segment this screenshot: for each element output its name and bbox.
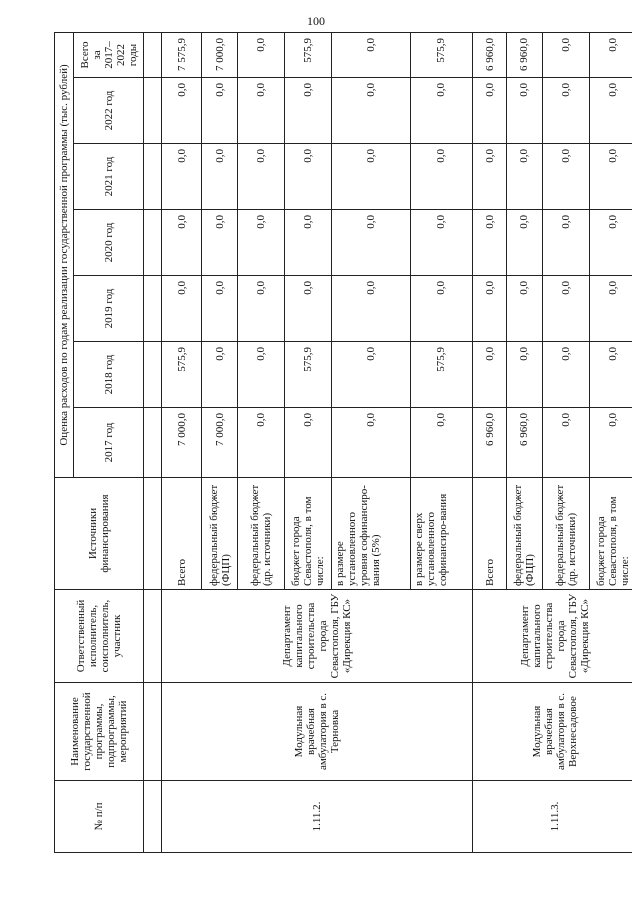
cell-value: 0,0 xyxy=(473,276,507,342)
cell-value: 0,0 xyxy=(332,342,410,408)
cell-value xyxy=(144,276,162,342)
cell-value: 0,0 xyxy=(332,144,410,210)
header-executor: Ответственный исполнитель, соисполнитель, участник xyxy=(55,590,144,683)
cell-value: 0,0 xyxy=(410,78,473,144)
header-year-2020: 2020 год xyxy=(74,210,144,276)
cell-value: 0,0 xyxy=(332,210,410,276)
cell-value: 0,0 xyxy=(506,276,542,342)
cell-value xyxy=(144,408,162,478)
cell-value: 0,0 xyxy=(542,276,589,342)
cell-source: федеральный бюджет (ФЦП) xyxy=(202,478,238,590)
cell-value: 0,0 xyxy=(161,210,201,276)
cell-value: 6 960,0 xyxy=(473,408,507,478)
cell-value: 0,0 xyxy=(542,408,589,478)
cell-number xyxy=(144,781,162,853)
cell-value: 0,0 xyxy=(589,408,632,478)
cell-value xyxy=(144,342,162,408)
cell-value: 0,0 xyxy=(238,144,285,210)
cell-value: 0,0 xyxy=(506,144,542,210)
cell-value: 0,0 xyxy=(238,342,285,408)
rotated-table-container xyxy=(54,33,632,853)
cell-value: 575,9 xyxy=(285,33,332,78)
cell-value: 0,0 xyxy=(410,276,473,342)
cell-value: 0,0 xyxy=(332,33,410,78)
cell-value: 0,0 xyxy=(238,210,285,276)
cell-value: 0,0 xyxy=(473,342,507,408)
cell-value: 575,9 xyxy=(161,342,201,408)
cell-value: 575,9 xyxy=(410,33,473,78)
header-year-2019: 2019 год xyxy=(74,276,144,342)
cell-value: 0,0 xyxy=(589,210,632,276)
header-cost-estimate: Оценка расходов по годам реализации государственной программы (тыс. рублей) xyxy=(55,33,74,478)
cell-value: 0,0 xyxy=(506,210,542,276)
cell-value xyxy=(144,210,162,276)
cell-value: 575,9 xyxy=(285,342,332,408)
cell-source: федеральный бюджет (ФЦП) xyxy=(506,478,542,590)
table-row xyxy=(144,33,162,853)
cell-value: 0,0 xyxy=(202,210,238,276)
cell-value: 7 575,9 xyxy=(161,33,201,78)
cell-value: 7 000,0 xyxy=(161,408,201,478)
cell-value: 0,0 xyxy=(473,144,507,210)
cell-program-name xyxy=(144,683,162,781)
cell-program-name: Модульная врачебная амбулатория в с. Терновка xyxy=(161,683,472,781)
cell-value: 0,0 xyxy=(506,342,542,408)
cell-value: 0,0 xyxy=(473,78,507,144)
cell-value: 0,0 xyxy=(238,276,285,342)
cell-value: 0,0 xyxy=(542,78,589,144)
header-total: Всего за 2017–2022 годы xyxy=(74,33,144,78)
cell-value: 7 000,0 xyxy=(202,408,238,478)
cell-value: 0,0 xyxy=(238,78,285,144)
cell-value: 6 960,0 xyxy=(506,33,542,78)
cell-value: 0,0 xyxy=(542,210,589,276)
cell-value: 0,0 xyxy=(332,78,410,144)
page-number: 100 xyxy=(307,14,325,28)
cell-source: Всего xyxy=(473,478,507,590)
header-funding-source: Источники финансирования xyxy=(55,478,144,590)
cell-value xyxy=(144,78,162,144)
cell-value: 0,0 xyxy=(202,78,238,144)
cell-source: федеральный бюджет (др. источники) xyxy=(542,478,589,590)
cell-value: 0,0 xyxy=(202,342,238,408)
header-year-2018: 2018 год xyxy=(74,342,144,408)
header-year-2022: 2022 год xyxy=(74,78,144,144)
cell-value: 6 960,0 xyxy=(473,33,507,78)
cell-number: 1.11.2. xyxy=(161,781,472,853)
cell-value: 6 960,0 xyxy=(506,408,542,478)
cell-value xyxy=(144,33,162,78)
cell-source: в размере сверх установленного софинансиро-вания xyxy=(410,478,473,590)
cell-value: 0,0 xyxy=(410,144,473,210)
cell-value: 575,9 xyxy=(410,342,473,408)
cell-value: 0,0 xyxy=(161,144,201,210)
cell-value: 0,0 xyxy=(161,276,201,342)
cell-value: 0,0 xyxy=(202,144,238,210)
cell-source xyxy=(144,478,162,590)
cell-source: бюджет города Севастополя, в том числе: xyxy=(285,478,332,590)
cell-value: 0,0 xyxy=(161,78,201,144)
budget-table xyxy=(54,32,632,853)
header-year-2021: 2021 год xyxy=(74,144,144,210)
cell-value: 0,0 xyxy=(410,408,473,478)
cell-value: 0,0 xyxy=(202,276,238,342)
cell-value: 0,0 xyxy=(589,276,632,342)
cell-value: 0,0 xyxy=(332,408,410,478)
cell-value: 0,0 xyxy=(589,33,632,78)
cell-executor: Департамент капитального строительства города Севастополя, ГБУ «Дирекция КС» xyxy=(161,590,472,683)
cell-value: 0,0 xyxy=(285,408,332,478)
cell-value: 0,0 xyxy=(332,276,410,342)
cell-value: 0,0 xyxy=(238,408,285,478)
cell-value: 0,0 xyxy=(589,342,632,408)
cell-executor xyxy=(144,590,162,683)
cell-value: 0,0 xyxy=(542,342,589,408)
header-number: № п/п xyxy=(55,781,144,853)
cell-value: 0,0 xyxy=(285,276,332,342)
cell-source: бюджет города Севастополя, в том числе: xyxy=(589,478,632,590)
cell-value: 7 000,0 xyxy=(202,33,238,78)
table-row xyxy=(161,33,201,853)
cell-source: Всего xyxy=(161,478,201,590)
header-program-name: Наименование государственной программы, подпрограммы, мероприятий xyxy=(55,683,144,781)
cell-value xyxy=(144,144,162,210)
cell-value: 0,0 xyxy=(506,78,542,144)
cell-program-name: Модульная врачебная амбулатория в с. Верхнесадовое xyxy=(473,683,632,781)
cell-value: 0,0 xyxy=(589,78,632,144)
cell-value: 0,0 xyxy=(285,144,332,210)
cell-value: 0,0 xyxy=(589,144,632,210)
cell-value: 0,0 xyxy=(238,33,285,78)
cell-executor: Департамент капитального строительства города Севастополя, ГБУ «Дирекция КС» xyxy=(473,590,632,683)
cell-value: 0,0 xyxy=(285,210,332,276)
cell-value: 0,0 xyxy=(285,78,332,144)
cell-value: 0,0 xyxy=(542,144,589,210)
header-year-2017: 2017 год xyxy=(74,408,144,478)
cell-value: 0,0 xyxy=(410,210,473,276)
cell-source: в размере установленного уровня софинансиро-вания (5%) xyxy=(332,478,410,590)
cell-source: федеральный бюджет (др. источники) xyxy=(238,478,285,590)
cell-number: 1.11.3. xyxy=(473,781,632,853)
cell-value: 0,0 xyxy=(542,33,589,78)
table-row xyxy=(473,33,507,853)
cell-value: 0,0 xyxy=(473,210,507,276)
